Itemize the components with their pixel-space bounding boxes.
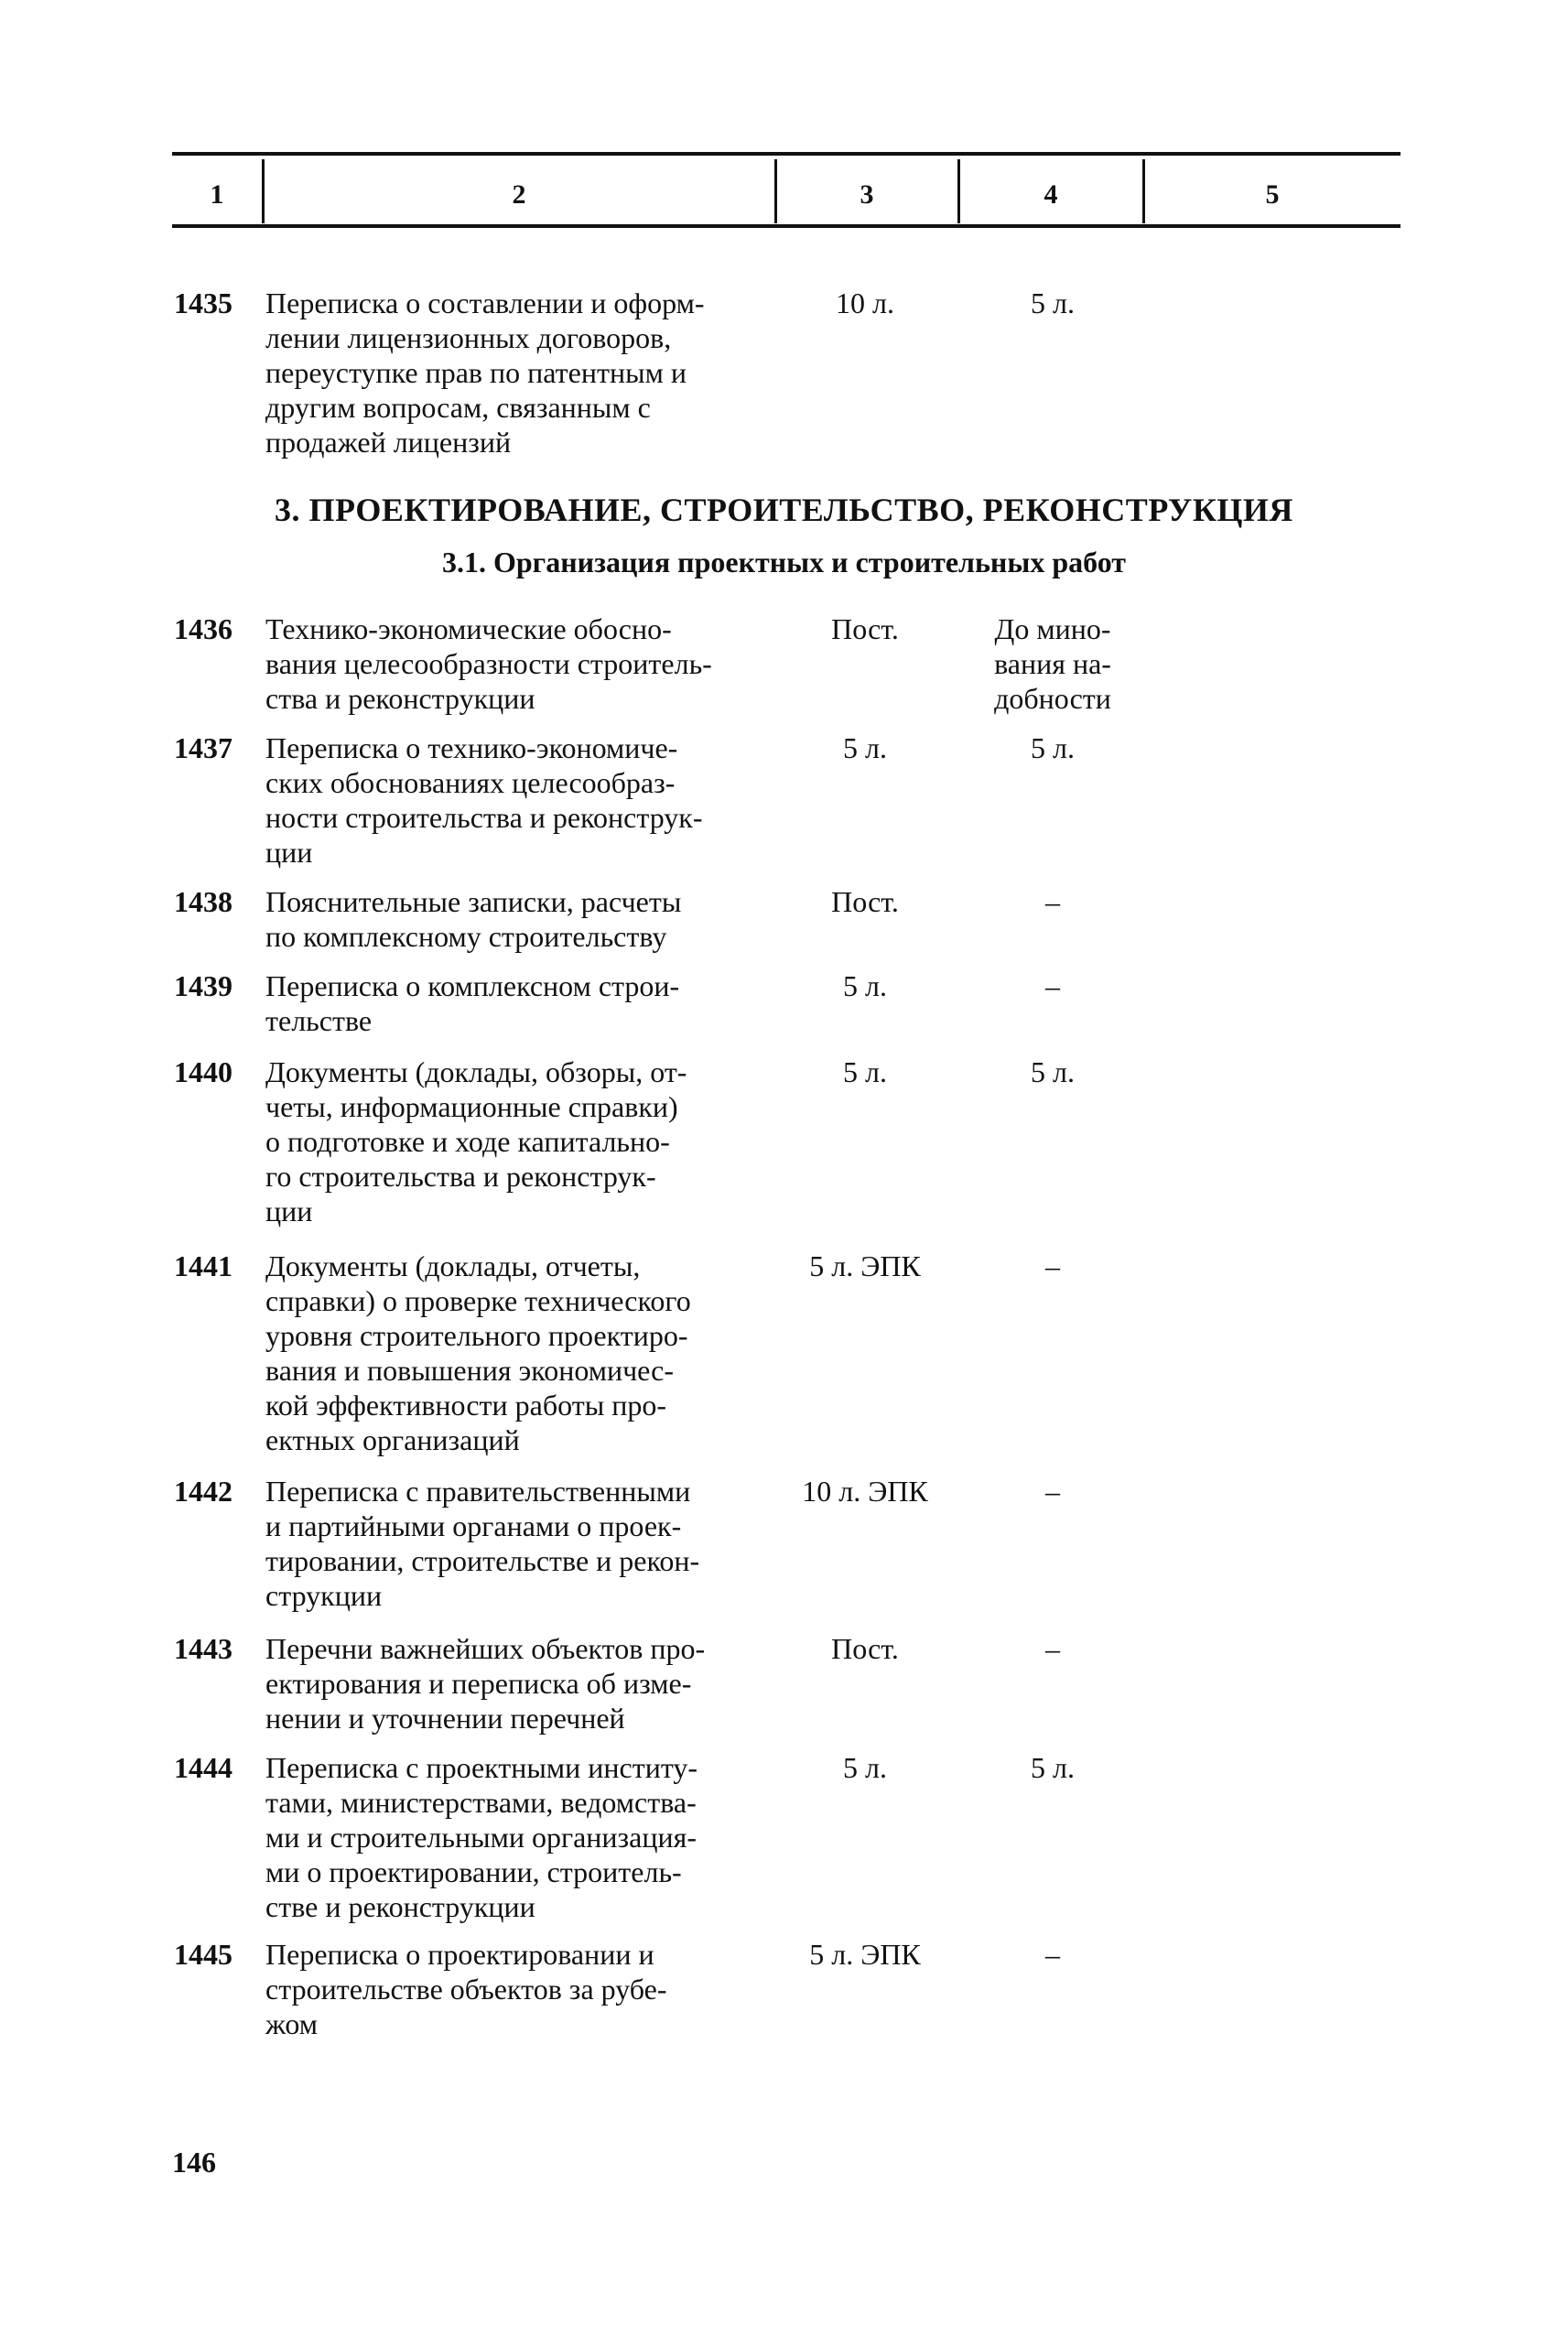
entry-retention-period: 5 л. ЭПК <box>809 1938 921 1971</box>
entry-description-line: четы, информационные справки) <box>265 1090 678 1123</box>
entry-description-line: Переписка о составлении и оформ- <box>265 287 705 319</box>
entry-description-line: лении лицензионных договоров, <box>265 321 672 354</box>
entry-number: 1435 <box>174 287 232 319</box>
entry-description-line: тельстве <box>265 1004 373 1037</box>
entry-description-line: другим вопросам, связанным с <box>265 391 651 424</box>
entry-description <box>265 730 796 870</box>
entry-description <box>265 1249 796 1457</box>
entry-description-line: о подготовке и ходе капитально- <box>265 1125 670 1158</box>
entry-retention-other <box>952 1937 1153 1972</box>
entry-description-line: строительстве объектов за рубе- <box>265 1973 667 2006</box>
entry-description-line: нении и уточнении перечней <box>265 1702 625 1735</box>
entry-description-line: уровня строительного проектиро- <box>265 1319 688 1352</box>
entry-retention-other <box>952 884 1153 919</box>
entry-retention-other-line: – <box>1045 885 1060 918</box>
entry-retention-other-line: – <box>1045 1249 1060 1282</box>
entry-description <box>265 286 796 460</box>
entry-description-line: ектирования и переписка об изме- <box>265 1667 692 1700</box>
entry-retention-period: 5 л. <box>843 731 887 764</box>
entry-retention-other-line: – <box>1045 1475 1060 1508</box>
page-number: 146 <box>172 2146 216 2179</box>
entry-number: 1445 <box>174 1938 232 1971</box>
entry-retention-other <box>952 968 1153 1003</box>
entry-description-line: Переписка о проектировании и <box>265 1938 654 1971</box>
entry-retention-other <box>952 1054 1153 1089</box>
entry-retention-other-line: вания на- <box>994 647 1111 680</box>
entry-description-line: тами, министерствами, ведомства- <box>265 1786 697 1819</box>
entry-description-line: ских обоснованиях целесообраз- <box>265 766 676 799</box>
entry-retention-period: Пост. <box>831 1632 899 1665</box>
entry-description <box>265 884 796 954</box>
entry-number: 1443 <box>174 1632 232 1665</box>
entry-description-line: вания и повышения экономичес- <box>265 1354 675 1387</box>
entry-retention-other <box>952 611 1153 716</box>
entry-description-line: Технико-экономические обосно- <box>265 612 672 645</box>
header-col-2: 2 <box>512 179 526 210</box>
entry-retention-other-line: – <box>1045 969 1060 1002</box>
entry-description-line: Переписка с проектными институ- <box>265 1751 698 1784</box>
header-bottom-rule <box>172 224 1400 228</box>
section-title: 3. ПРОЕКТИРОВАНИЕ, СТРОИТЕЛЬСТВО, РЕКОНСТРУКЦИЯ <box>275 492 1293 528</box>
entry-retention-other-line: добности <box>994 682 1111 715</box>
entry-retention-other-line: – <box>1045 1632 1060 1665</box>
entry-description-line: жом <box>265 2007 318 2040</box>
entry-description-line: справки) о проверке технического <box>265 1284 691 1317</box>
entry-description-line: тировании, строительстве и рекон- <box>265 1544 700 1577</box>
entry-description-line: ства и реконструкции <box>265 682 535 715</box>
entry-description-line: ции <box>265 836 313 869</box>
entry-description-line: ми о проектировании, строитель- <box>265 1855 682 1888</box>
entry-number: 1441 <box>174 1249 232 1282</box>
entry-number: 1440 <box>174 1055 232 1088</box>
entry-description-line: переуступке прав по патентным и <box>265 356 687 389</box>
entry-description-line: продажей лицензий <box>265 426 512 459</box>
header-col-3: 3 <box>860 179 874 210</box>
entry-retention-other <box>952 1249 1153 1283</box>
entry-description-line: го строительства и реконструк- <box>265 1160 656 1193</box>
entry-number: 1442 <box>174 1475 232 1508</box>
entry-retention-period: 5 л. <box>843 1751 887 1784</box>
entry-retention-period: 5 л. ЭПК <box>809 1249 921 1282</box>
entry-description <box>265 1631 796 1736</box>
entry-retention-other-line: 5 л. <box>1031 1055 1075 1088</box>
entry-retention-period: Пост. <box>831 885 899 918</box>
entry-description <box>265 1937 796 2041</box>
entry-description-line: Переписка с правительственными <box>265 1475 691 1508</box>
entry-number: 1439 <box>174 969 232 1002</box>
entry-retention-other <box>952 730 1153 765</box>
subsection-title: 3.1. Организация проектных и строительных работ <box>441 546 1127 579</box>
entry-description-line: стве и реконструкции <box>265 1890 535 1923</box>
entry-description-line: Переписка о технико-экономиче- <box>265 731 678 764</box>
entry-number: 1436 <box>174 612 232 645</box>
entry-number: 1438 <box>174 885 232 918</box>
entry-description-line: ми и строительными организация- <box>265 1821 697 1854</box>
header-col-4: 4 <box>1044 179 1058 210</box>
entry-retention-other-line: До мино- <box>994 612 1111 645</box>
entry-retention-period: Пост. <box>831 612 899 645</box>
entry-description-line: и партийными органами о проек- <box>265 1509 682 1542</box>
entry-description-line: вания целесообразности строитель- <box>265 647 712 680</box>
entry-description-line: Пояснительные записки, расчеты <box>265 885 682 918</box>
entry-description-line: ции <box>265 1195 313 1227</box>
entry-description-line: по комплексному строительству <box>265 920 667 953</box>
entry-retention-other <box>952 1631 1153 1666</box>
header-col-1: 1 <box>210 179 224 210</box>
entry-description-line: Перечни важнейших объектов про- <box>265 1632 706 1665</box>
entry-retention-other <box>952 286 1153 320</box>
entry-description-line: Документы (доклады, отчеты, <box>265 1249 641 1282</box>
entry-description-line: Документы (доклады, обзоры, от- <box>265 1055 687 1088</box>
entry-description-line: ектных организаций <box>265 1423 520 1456</box>
entry-description-line: ности строительства и реконструк- <box>265 801 703 834</box>
entry-retention-other <box>952 1474 1153 1509</box>
entry-retention-other-line: 5 л. <box>1031 731 1075 764</box>
entry-retention-period: 5 л. <box>843 1055 887 1088</box>
entry-description <box>265 1054 796 1228</box>
entry-description <box>265 611 796 716</box>
entry-retention-period: 5 л. <box>843 969 887 1002</box>
table-header <box>172 152 1400 229</box>
header-top-rule <box>172 152 1400 156</box>
entry-retention-other <box>952 1750 1153 1785</box>
entry-retention-period: 10 л. ЭПК <box>802 1475 928 1508</box>
entry-retention-period: 10 л. <box>836 287 894 319</box>
entry-number: 1444 <box>174 1751 232 1784</box>
header-col-5: 5 <box>1265 179 1280 210</box>
entry-description <box>265 1474 796 1613</box>
entry-retention-other-line: – <box>1045 1938 1060 1971</box>
entry-description <box>265 1750 796 1924</box>
entry-number: 1437 <box>174 731 232 764</box>
entry-description <box>265 968 796 1038</box>
entry-retention-other-line: 5 л. <box>1031 287 1075 319</box>
entry-description-line: струкции <box>265 1579 383 1612</box>
entry-retention-other-line: 5 л. <box>1031 1751 1075 1784</box>
entry-description-line: Переписка о комплексном строи- <box>265 969 680 1002</box>
entry-description-line: кой эффективности работы про- <box>265 1389 666 1422</box>
